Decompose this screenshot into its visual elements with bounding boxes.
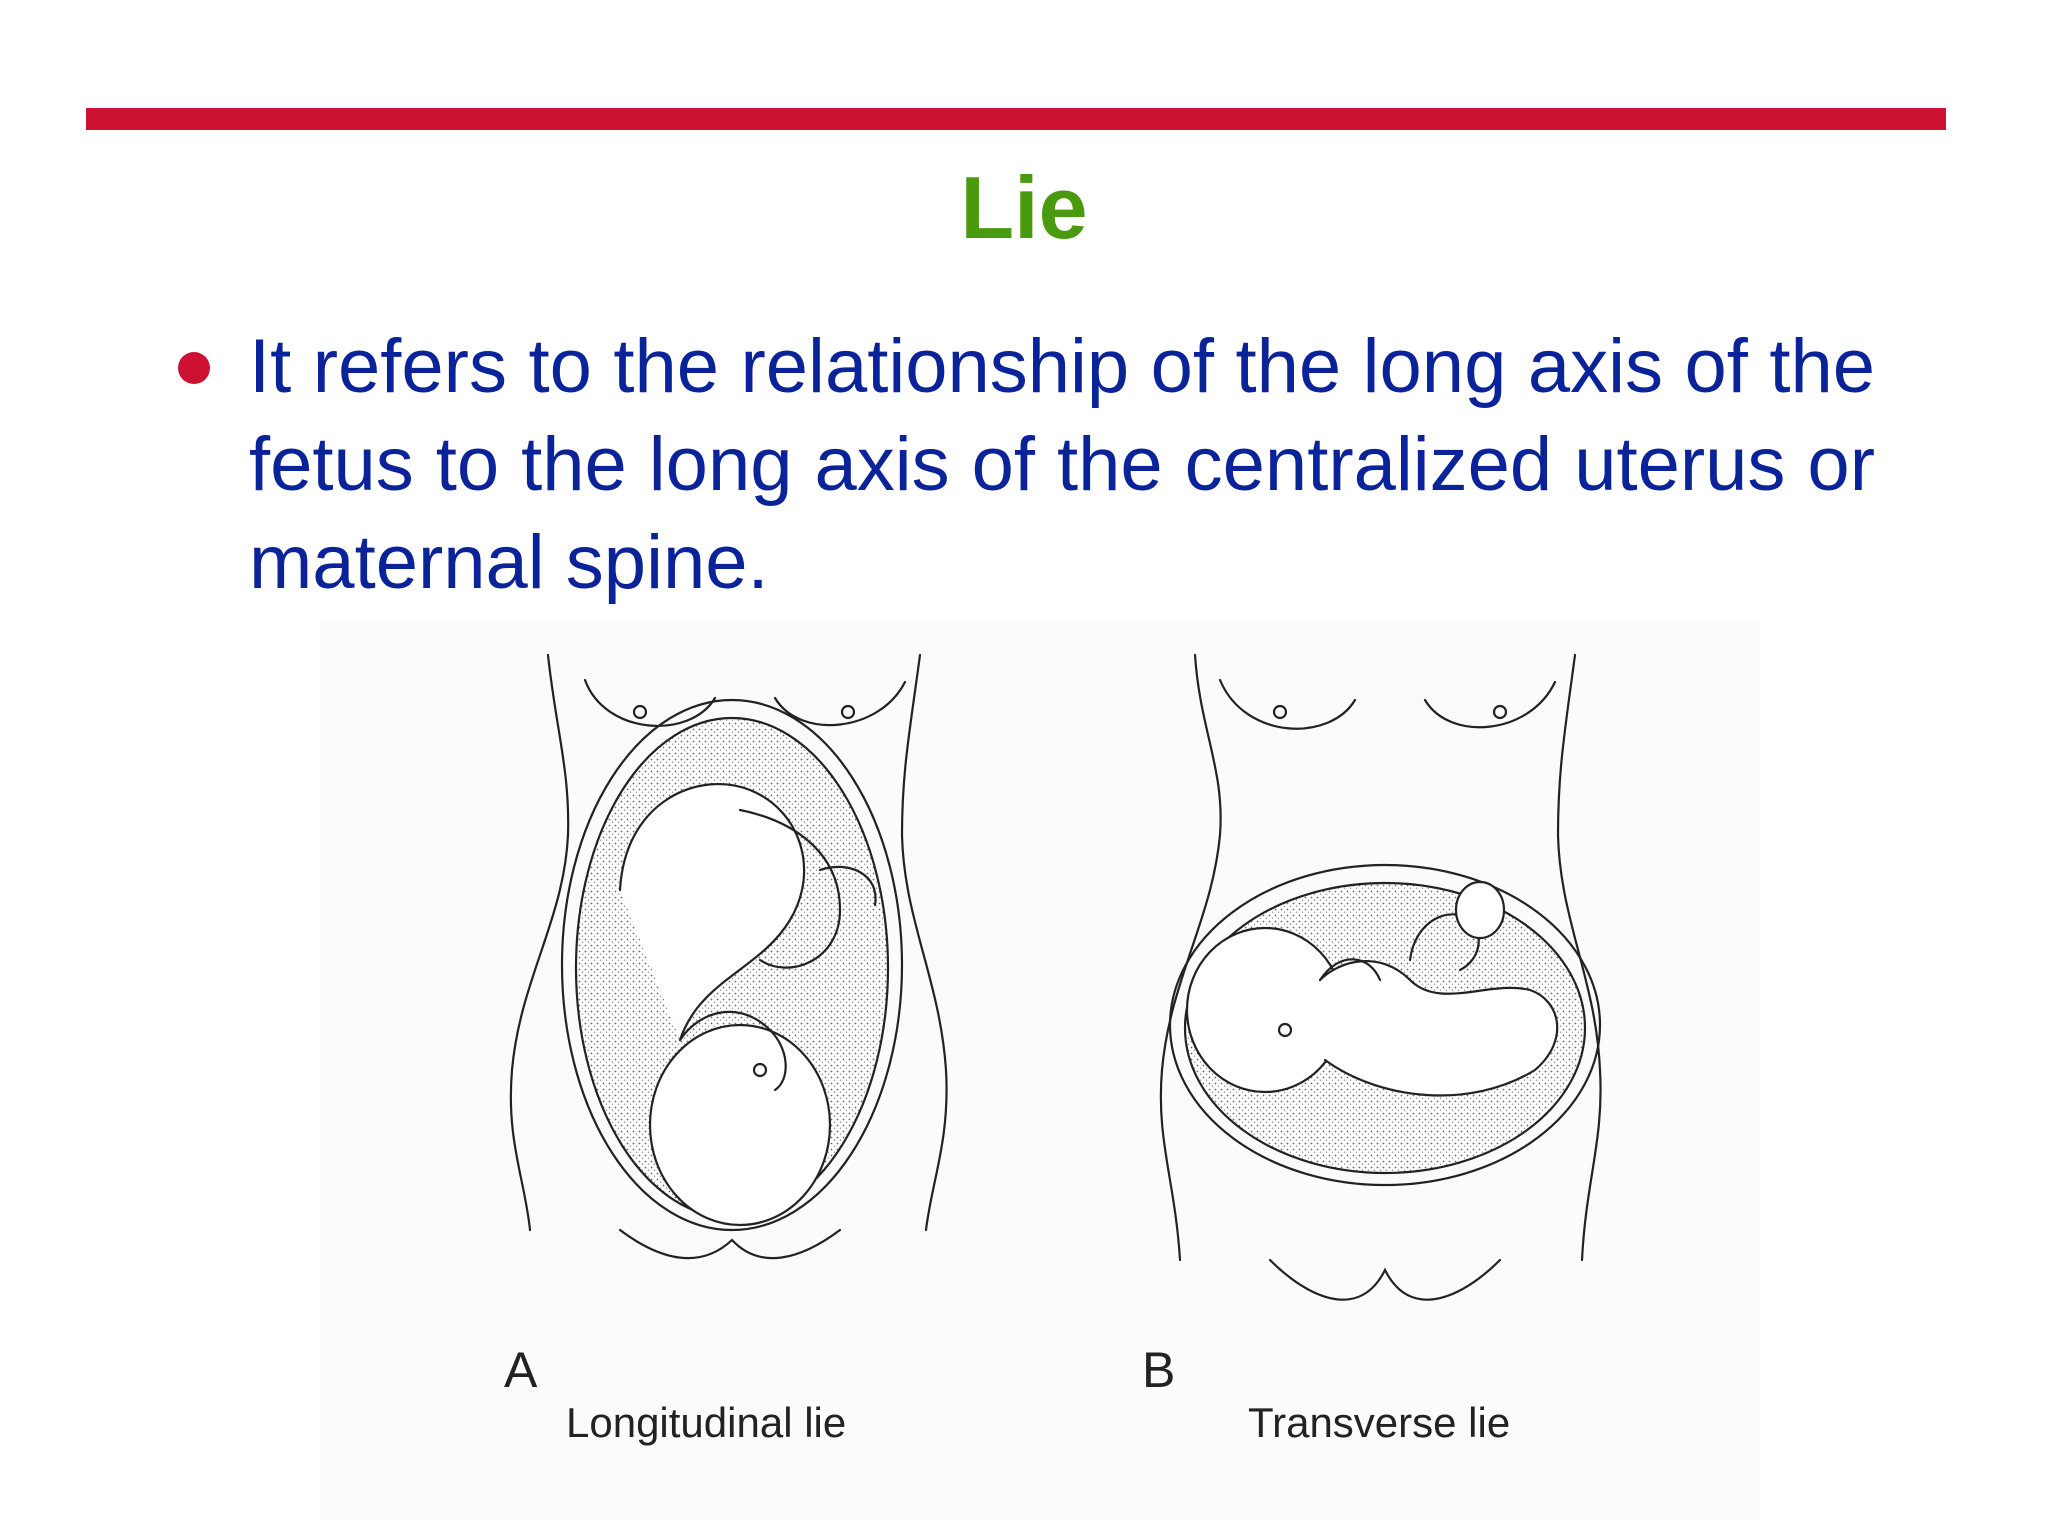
torso-left-outline: [511, 655, 568, 1230]
fetus-head-b: [1187, 928, 1343, 1092]
top-red-rule: [86, 108, 1946, 130]
nipple-right: [842, 706, 854, 718]
bullet-text: It refers to the relationship of the long axis of the fetus to the long axis of the centralized uterus or maternal spine.: [249, 324, 1875, 605]
bullet-icon: [178, 352, 210, 384]
nipple-b-right: [1494, 706, 1506, 718]
slide-title: Lie: [960, 158, 1088, 257]
pelvis-a: [620, 1230, 840, 1258]
panel-a-drawing: [511, 655, 947, 1258]
panel-a-caption: Longitudinal lie: [566, 1399, 847, 1446]
panel-b-caption: Transverse lie: [1248, 1399, 1511, 1446]
pelvis-b: [1270, 1260, 1500, 1300]
breast-b-left: [1220, 680, 1355, 729]
fetus-foot-b: [1456, 882, 1504, 938]
fetal-lie-illustration: [320, 620, 1760, 1520]
panel-a-letter: A: [504, 1342, 538, 1398]
panel-b-letter: B: [1142, 1342, 1176, 1398]
breast-b-right: [1425, 682, 1555, 727]
panel-b-drawing: [1161, 655, 1601, 1300]
torso-right-outline: [902, 655, 947, 1230]
nipple-left: [634, 706, 646, 718]
breast-left: [585, 680, 715, 726]
nipple-b-left: [1274, 706, 1286, 718]
fetus-head-a: [650, 1025, 830, 1225]
